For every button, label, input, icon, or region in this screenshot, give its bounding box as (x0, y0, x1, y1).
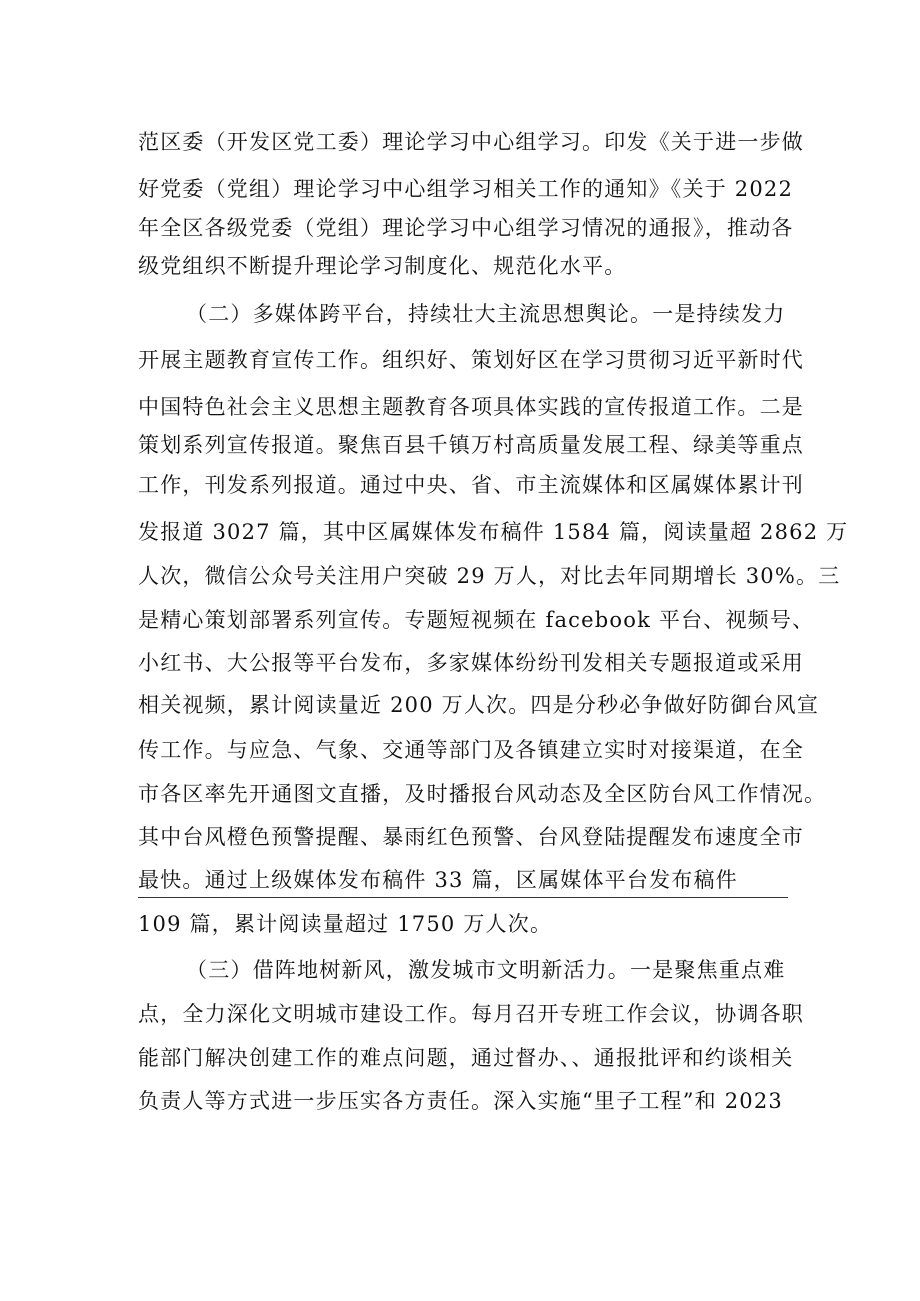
body-text-line: 其中台风橙色预警提醒、暴雨红色预警、台风登陆提醒发布速度全市 (138, 825, 804, 849)
body-text-line: 负责人等方式进一步压实各方责任。深入实施“里子工程”和 2023 (138, 1089, 783, 1113)
section-two-first-line: （二）多媒体跨平台，持续壮大主流思想舆论。一是持续发力 (186, 302, 786, 326)
body-text-line: 传工作。与应急、气象、交通等部门及各镇建立实时对接渠道，在全 (138, 738, 804, 762)
body-text-line: 级党组织不断提升理论学习制度化、规范化水平。 (138, 254, 627, 278)
body-text-line: 市各区率先开通图文直播，及时播报台风动态及全区防台风工作情况。 (138, 782, 827, 806)
body-text-line: 小红书、大公报等平台发布，多家媒体纷纷刊发相关专题报道或采用 (138, 651, 804, 675)
body-text-line: 是精心策划部署系列宣传。专题短视频在 facebook 平台、视频号、 (138, 608, 815, 632)
body-text-line: 开展主题教育宣传工作。组织好、策划好区在学习贯彻习近平新时代 (138, 348, 804, 372)
body-text-line: 工作，刊发系列报道。通过中央、省、市主流媒体和区属媒体累计刊 (138, 473, 804, 497)
body-text-line: 最快。通过上级媒体发布稿件 33 篇，区属媒体平台发布稿件 (138, 868, 738, 892)
body-text-line: 年全区各级党委（党组）理论学习中心组学习情况的通报》，推动各 (138, 216, 794, 240)
body-text-line: 策划系列宣传报道。聚焦百县千镇万村高质量发展工程、绿美等重点 (138, 433, 804, 457)
horizontal-rule (138, 897, 788, 898)
body-text-line: 能部门解决创建工作的难点问题，通过督办、、通报批评和约谈相关 (138, 1046, 794, 1070)
body-text-line: 发报道 3027 篇，其中区属媒体发布稿件 1584 篇，阅读量超 2862 万 (138, 520, 849, 544)
body-text-line: 人次，微信公众号关注用户突破 29 万人，对比去年同期增长 30%。三 (138, 564, 841, 588)
body-text-line: 109 篇，累计阅读量超过 1750 万人次。 (138, 912, 553, 936)
body-text-line: 点，全力深化文明城市建设工作。每月召开专班工作会议，协调各职 (138, 1002, 804, 1026)
body-text-line: 好党委（党组）理论学习中心组学习相关工作的通知》《关于 2022 (138, 177, 794, 201)
body-text-line: 范区委（开发区党工委）理论学习中心组学习。印发《关于进一步做 (138, 130, 804, 154)
section-three-first-line: （三）借阵地树新风，激发城市文明新活力。一是聚焦重点难 (186, 958, 786, 982)
body-text-line: 相关视频，累计阅读量近 200 万人次。四是分秒必争做好防御台风宣 (138, 693, 820, 717)
body-text-line: 中国特色社会主义思想主题教育各项具体实践的宣传报道工作。二是 (138, 395, 804, 419)
